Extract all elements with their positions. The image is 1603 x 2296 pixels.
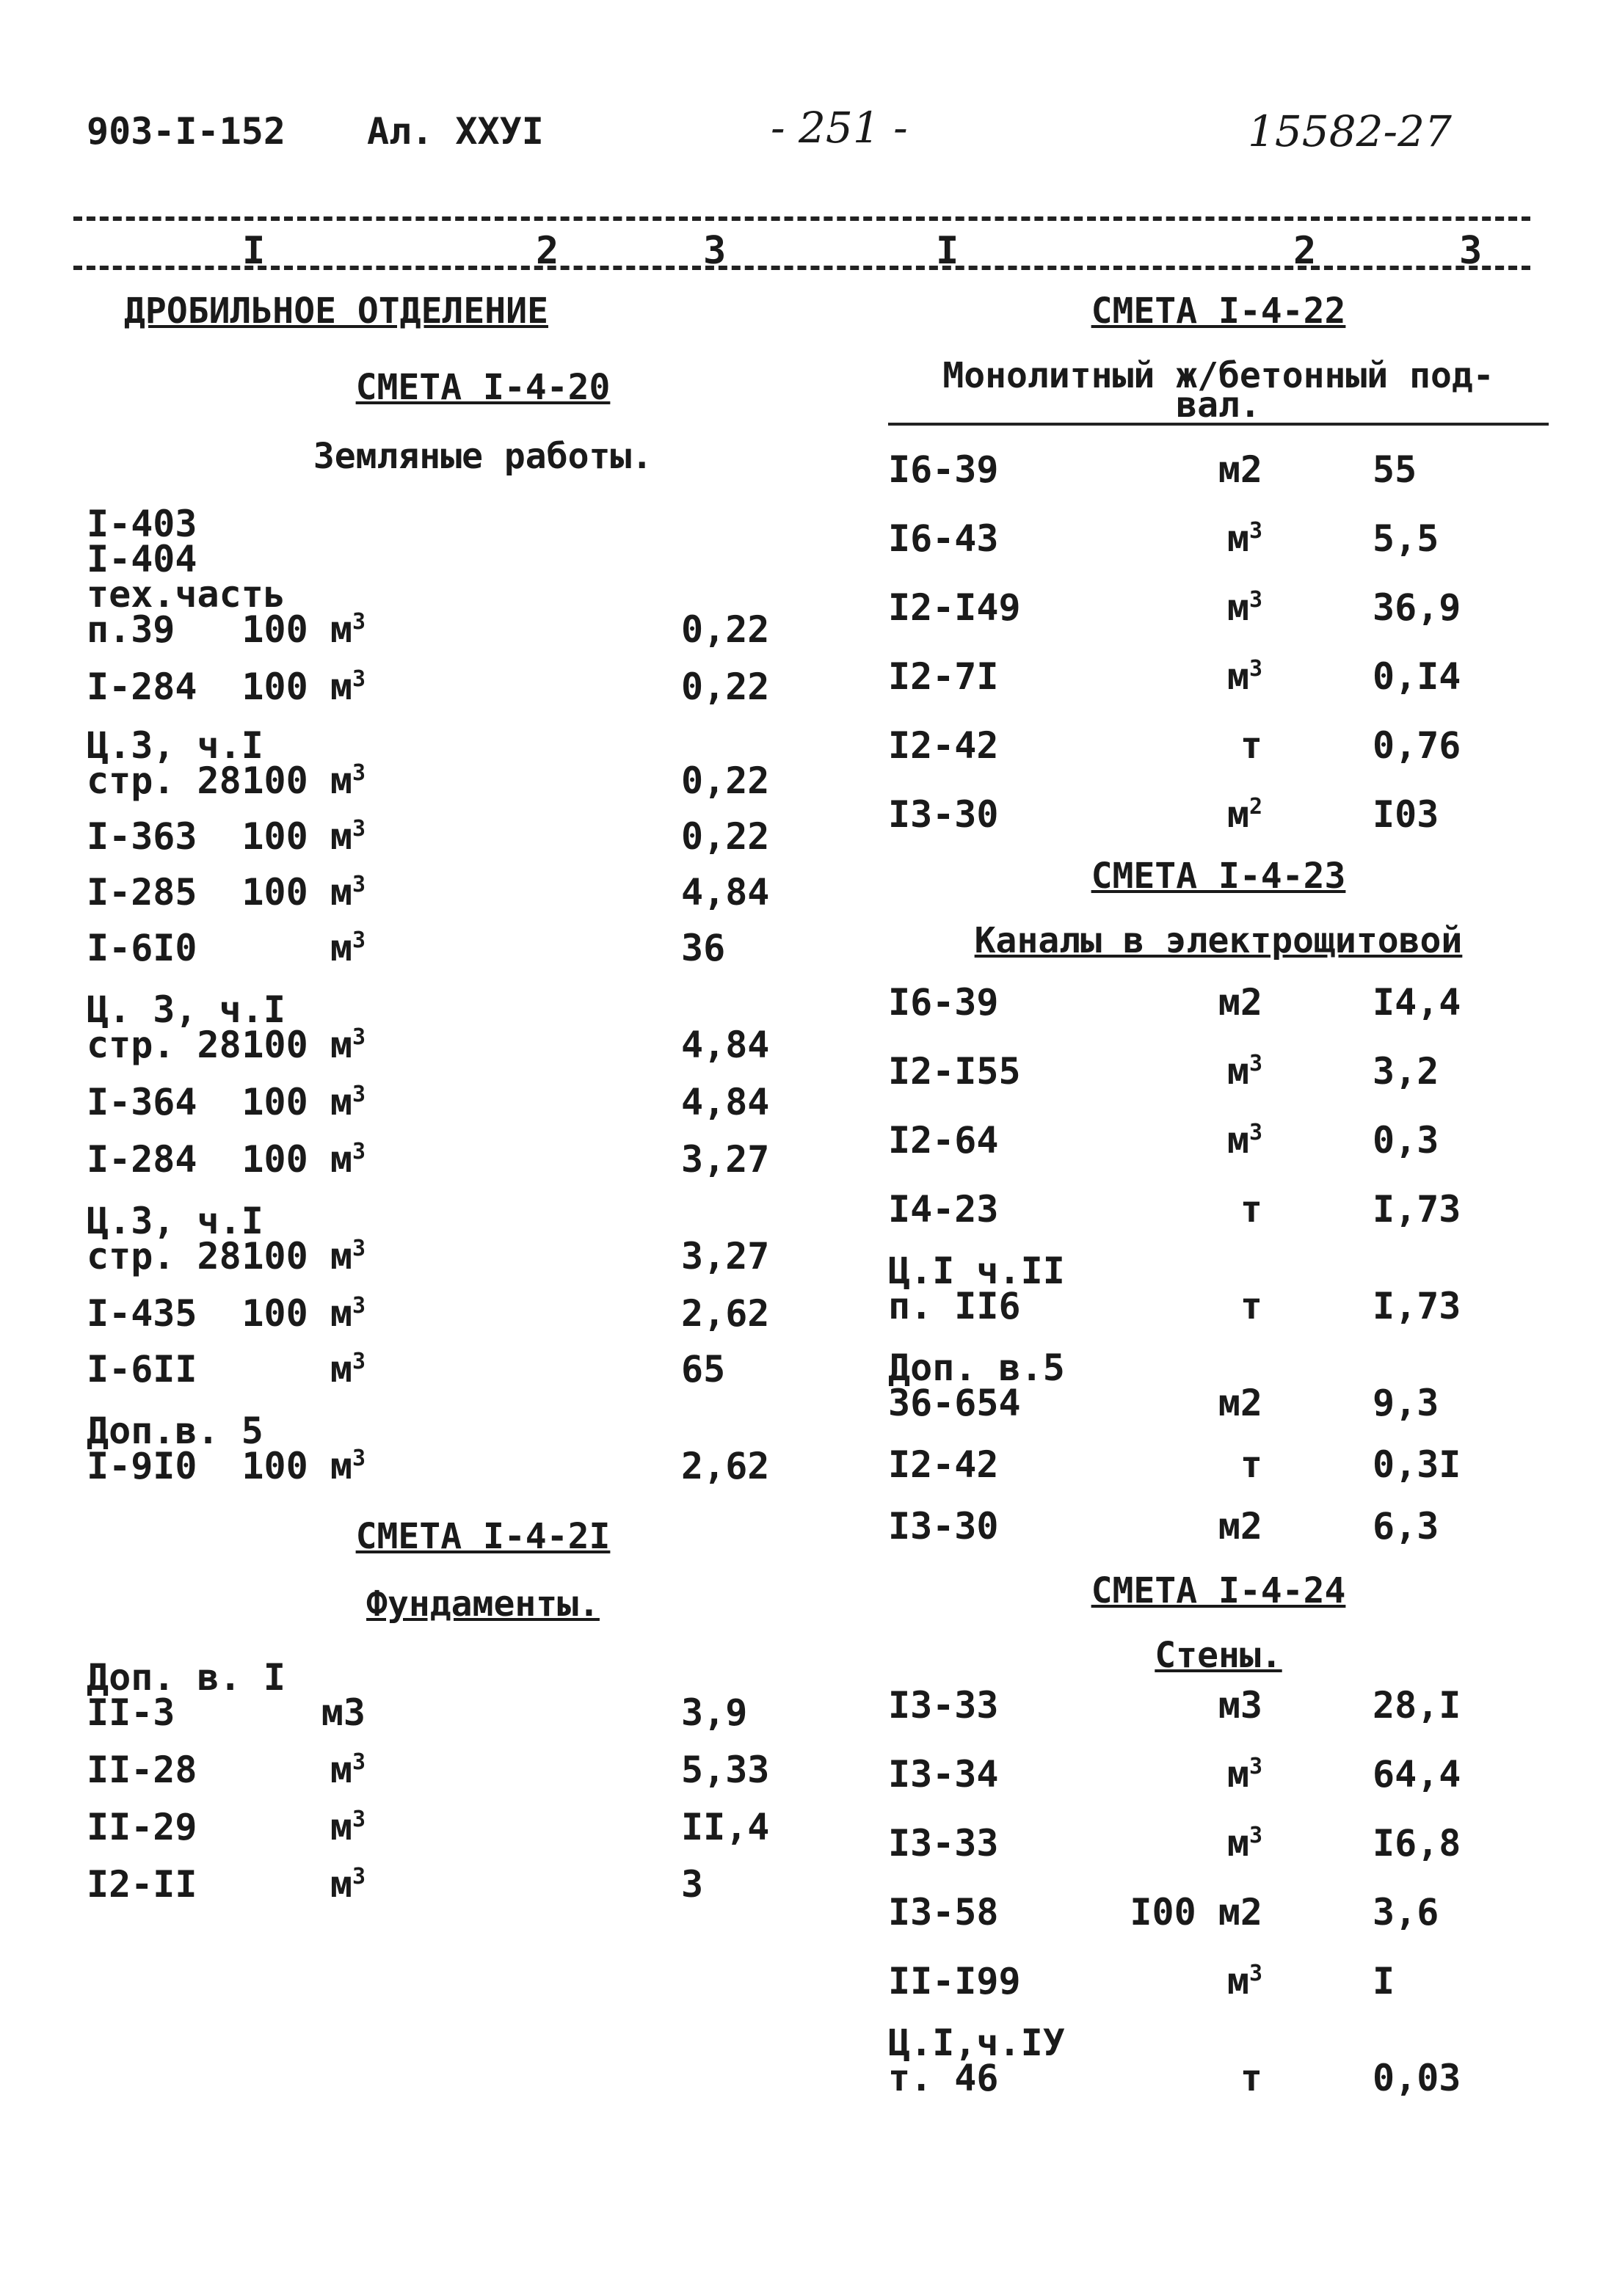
row-unit bbox=[1218, 448, 1262, 491]
row-unit-text: м bbox=[1226, 1119, 1249, 1162]
row-code bbox=[888, 448, 999, 491]
row-quantity: I4,4 bbox=[1373, 981, 1461, 1024]
estimate-row bbox=[87, 815, 791, 858]
row-unit-text: 100 м bbox=[241, 1024, 352, 1066]
row-unit bbox=[241, 1077, 366, 1123]
row-unit-exponent: 3 bbox=[352, 872, 366, 897]
row-quantity: 28,I bbox=[1373, 1684, 1461, 1727]
row-code bbox=[87, 1806, 197, 1848]
row-unit-exponent: 3 bbox=[352, 1864, 366, 1889]
sheet-code: 15582-27 bbox=[1248, 106, 1452, 156]
row-unit bbox=[321, 1691, 366, 1734]
row-code bbox=[888, 793, 999, 836]
column-number-5: 2 bbox=[1293, 229, 1317, 273]
row-unit-text: м2 bbox=[1218, 981, 1262, 1024]
row-code-line: Ц.3, ч.I bbox=[87, 1200, 263, 1242]
row-unit-text: м bbox=[330, 1806, 352, 1848]
row-unit bbox=[1226, 1956, 1262, 2002]
row-code-line: I-6I0 bbox=[87, 927, 197, 969]
row-code bbox=[87, 724, 263, 802]
row-code-line: I3-30 bbox=[888, 793, 999, 836]
row-quantity: 5,5 bbox=[1373, 517, 1439, 560]
row-unit-exponent: 3 bbox=[352, 1446, 366, 1471]
row-unit-text: 100 м bbox=[241, 815, 352, 858]
row-unit bbox=[330, 1859, 366, 1906]
estimate-title: СМЕТА I-4-2I bbox=[355, 1516, 611, 1557]
row-quantity: I bbox=[1373, 1960, 1395, 2002]
row-code-line: I2-II bbox=[87, 1863, 197, 1906]
row-unit-exponent: 3 bbox=[352, 1139, 366, 1165]
row-code-line: II-I99 bbox=[888, 1960, 1021, 2002]
row-code bbox=[888, 1188, 999, 1231]
row-unit-text: м bbox=[1226, 1753, 1249, 1796]
estimate-row bbox=[888, 1684, 1549, 1727]
row-unit bbox=[1130, 1891, 1262, 1934]
estimate-row bbox=[888, 448, 1549, 491]
estimate-row bbox=[87, 1806, 791, 1848]
row-code bbox=[888, 586, 1021, 629]
row-code bbox=[888, 1753, 999, 1796]
row-code-line: I3-33 bbox=[888, 1822, 999, 1865]
estimate-row bbox=[888, 1119, 1549, 1162]
row-quantity: 0,22 bbox=[681, 666, 770, 708]
column-number-1: I bbox=[242, 229, 266, 273]
row-unit-text: м3 bbox=[321, 1691, 366, 1734]
row-quantity: 4,84 bbox=[681, 1081, 770, 1123]
row-quantity: 3,27 bbox=[681, 1138, 770, 1181]
row-unit-exponent: 3 bbox=[1248, 1823, 1262, 1848]
row-unit bbox=[1218, 1382, 1262, 1424]
row-unit-exponent: 3 bbox=[352, 1349, 366, 1374]
estimate-row bbox=[87, 1863, 791, 1906]
row-unit-exponent: 3 bbox=[352, 1749, 366, 1775]
row-unit-text: 100 м bbox=[241, 608, 352, 651]
estimate-row bbox=[87, 871, 791, 914]
row-code-line: I-285 bbox=[87, 871, 197, 914]
row-unit-text: 100 м bbox=[241, 871, 352, 914]
row-unit-exponent: 3 bbox=[352, 816, 366, 842]
row-code bbox=[888, 1346, 1065, 1424]
row-code-line: Ц.3, ч.I bbox=[87, 724, 263, 767]
row-unit-text: т bbox=[1240, 1285, 1262, 1327]
row-unit-exponent: 2 bbox=[1248, 794, 1262, 820]
row-unit-exponent: 3 bbox=[352, 609, 366, 635]
row-unit-text: 100 м bbox=[241, 759, 352, 802]
row-quantity: I,73 bbox=[1373, 1285, 1461, 1327]
row-code bbox=[87, 1292, 197, 1335]
row-code-line: I-403 bbox=[87, 503, 197, 545]
row-code-line: I2-42 bbox=[888, 724, 999, 767]
estimate-title: СМЕТА I-4-24 bbox=[1091, 1570, 1346, 1611]
row-unit bbox=[241, 1231, 366, 1278]
row-unit bbox=[241, 867, 366, 914]
estimate-row bbox=[888, 586, 1549, 629]
row-unit bbox=[1226, 583, 1262, 629]
row-code-line: I3-33 bbox=[888, 1684, 999, 1727]
row-unit-exponent: 3 bbox=[352, 1082, 366, 1107]
row-code bbox=[888, 1250, 1065, 1327]
estimate-row bbox=[888, 981, 1549, 1024]
row-unit bbox=[241, 756, 366, 802]
column-number-3: 3 bbox=[703, 229, 727, 273]
estimate-row bbox=[87, 724, 791, 802]
row-code-line: I-364 bbox=[87, 1081, 197, 1123]
row-code bbox=[87, 1863, 197, 1906]
row-unit-text: м bbox=[330, 1348, 352, 1391]
row-unit bbox=[241, 1134, 366, 1181]
row-unit bbox=[1218, 1505, 1262, 1548]
row-code bbox=[888, 1960, 1021, 2002]
row-code-line: 36-654 bbox=[888, 1382, 1021, 1424]
row-quantity: II,4 bbox=[681, 1806, 770, 1848]
row-unit-exponent: 3 bbox=[1248, 1754, 1262, 1779]
row-unit-text: т bbox=[1240, 1188, 1262, 1231]
row-quantity: 65 bbox=[681, 1348, 726, 1391]
row-quantity: 4,84 bbox=[681, 1024, 770, 1066]
estimate-row bbox=[87, 927, 791, 969]
row-quantity: 55 bbox=[1373, 448, 1417, 491]
row-unit-exponent: 3 bbox=[1248, 1120, 1262, 1145]
row-unit bbox=[241, 662, 366, 708]
row-code-line: п.39 bbox=[87, 608, 175, 651]
row-quantity: 0,22 bbox=[681, 759, 770, 802]
row-unit bbox=[330, 1745, 366, 1791]
row-unit bbox=[1218, 1684, 1262, 1727]
row-code bbox=[87, 1081, 197, 1123]
column-number-2: 2 bbox=[536, 229, 559, 273]
row-unit-text: м bbox=[330, 927, 352, 969]
estimate-row bbox=[888, 2022, 1549, 2099]
row-unit-text: т bbox=[1240, 724, 1262, 767]
row-unit-text: м bbox=[1226, 586, 1249, 629]
left-column bbox=[87, 291, 791, 1906]
estimate-subtitle: Каналы в электрощитовой bbox=[974, 920, 1463, 961]
row-code bbox=[888, 1684, 999, 1727]
estimate-subtitle: Монолитный ж/бетонный под- вал. bbox=[888, 361, 1549, 426]
row-unit bbox=[241, 1020, 366, 1066]
row-code-line: I-6II bbox=[87, 1348, 197, 1391]
row-unit-exponent: 3 bbox=[352, 1807, 366, 1832]
row-quantity: 0,3 bbox=[1373, 1119, 1439, 1162]
estimate-subtitle: Фундаменты. bbox=[366, 1583, 600, 1625]
estimate-row bbox=[87, 988, 791, 1066]
row-code bbox=[87, 1200, 263, 1278]
estimate-row bbox=[888, 1822, 1549, 1865]
row-code-line: II-29 bbox=[87, 1806, 197, 1848]
row-unit-text: м2 bbox=[1218, 1505, 1262, 1548]
row-unit bbox=[1226, 652, 1262, 698]
row-unit-text: 100 м bbox=[241, 1445, 352, 1487]
row-quantity: 0,76 bbox=[1373, 724, 1461, 767]
row-unit-text: м bbox=[1226, 655, 1249, 698]
estimate-row bbox=[87, 1410, 791, 1487]
row-code-line: тех.часть bbox=[87, 573, 286, 616]
row-unit-exponent: 3 bbox=[352, 760, 366, 786]
estimate-row bbox=[888, 1188, 1549, 1231]
row-code-line: II-3 bbox=[87, 1691, 175, 1734]
row-quantity: 2,62 bbox=[681, 1292, 770, 1335]
row-code-line: т. 46 bbox=[888, 2057, 999, 2099]
row-unit bbox=[1226, 1046, 1262, 1093]
row-unit-text: м bbox=[330, 1863, 352, 1906]
row-quantity: 3,2 bbox=[1373, 1050, 1439, 1093]
row-unit-exponent: 3 bbox=[352, 1293, 366, 1319]
estimate-row bbox=[888, 655, 1549, 698]
row-code bbox=[888, 1119, 999, 1162]
estimate-row bbox=[888, 1753, 1549, 1796]
row-code-line: I3-58 bbox=[888, 1891, 999, 1934]
row-unit bbox=[1218, 981, 1262, 1024]
row-unit-exponent: 3 bbox=[1248, 1051, 1262, 1076]
row-unit-text: 100 м bbox=[241, 1292, 352, 1335]
column-number-4: I bbox=[936, 229, 959, 273]
estimate-row bbox=[888, 724, 1549, 767]
row-unit-text: м bbox=[1226, 517, 1249, 560]
row-code-line: п. II6 bbox=[888, 1285, 1021, 1327]
row-quantity: 4,84 bbox=[681, 871, 770, 914]
row-code bbox=[87, 1410, 263, 1487]
row-unit-text: 100 м bbox=[241, 1081, 352, 1123]
column-number-6: 3 bbox=[1459, 229, 1483, 273]
row-code-line: I6-39 bbox=[888, 981, 999, 1024]
row-unit-text: м bbox=[330, 1749, 352, 1791]
section-title: ДРОБИЛЬНОЕ ОТДЕЛЕНИЕ bbox=[124, 291, 548, 332]
row-unit bbox=[330, 1802, 366, 1848]
row-unit-text: т bbox=[1240, 2057, 1262, 2099]
row-quantity: I,73 bbox=[1373, 1188, 1461, 1231]
row-unit-exponent: 3 bbox=[1248, 587, 1262, 613]
row-code bbox=[888, 1050, 1021, 1093]
row-code-line: I2-64 bbox=[888, 1119, 999, 1162]
row-code-line: I-9I0 bbox=[87, 1445, 197, 1487]
row-code bbox=[87, 1348, 197, 1391]
row-unit bbox=[241, 1289, 366, 1335]
row-quantity: 64,4 bbox=[1373, 1753, 1461, 1796]
row-quantity: 36 bbox=[681, 927, 726, 969]
row-unit bbox=[241, 605, 366, 651]
row-unit bbox=[330, 923, 366, 969]
row-code bbox=[888, 981, 999, 1024]
row-unit-text: м bbox=[1226, 1822, 1249, 1865]
right-column bbox=[888, 291, 1549, 2099]
row-code bbox=[87, 1656, 286, 1734]
row-code-line: I2-42 bbox=[888, 1443, 999, 1486]
row-code bbox=[888, 1443, 999, 1486]
estimate-row bbox=[888, 1050, 1549, 1093]
row-unit-exponent: 3 bbox=[352, 927, 366, 953]
row-code bbox=[888, 1505, 999, 1548]
row-unit-text: 100 м bbox=[241, 666, 352, 708]
row-quantity: 3 bbox=[681, 1863, 704, 1906]
estimate-row bbox=[888, 1346, 1549, 1424]
estimate-row bbox=[888, 1960, 1549, 2002]
estimate-row bbox=[87, 1200, 791, 1278]
dashed-rule-top bbox=[73, 216, 1530, 221]
row-code bbox=[87, 1138, 197, 1181]
row-code-line: I-284 bbox=[87, 1138, 197, 1181]
estimate-row bbox=[888, 517, 1549, 560]
doc-number: 903-I-152 bbox=[87, 110, 286, 153]
row-unit-exponent: 3 bbox=[352, 666, 366, 692]
row-code bbox=[888, 517, 999, 560]
row-quantity: 3,6 bbox=[1373, 1891, 1439, 1934]
album-number: Ал. XXУI bbox=[367, 110, 544, 153]
row-quantity: 3,27 bbox=[681, 1235, 770, 1278]
row-unit-exponent: 3 bbox=[1248, 518, 1262, 544]
row-code-line: Доп.в. 5 bbox=[87, 1410, 263, 1452]
row-code-line: I6-43 bbox=[888, 517, 999, 560]
row-code bbox=[888, 655, 999, 698]
row-unit bbox=[1240, 2057, 1262, 2099]
estimate-row bbox=[87, 503, 791, 651]
row-unit-text: м bbox=[1226, 1960, 1249, 2002]
row-unit-text: м2 bbox=[1218, 448, 1262, 491]
row-unit-exponent: 3 bbox=[1248, 1961, 1262, 1986]
row-code bbox=[87, 927, 197, 969]
row-quantity: 3,9 bbox=[681, 1691, 748, 1734]
row-code bbox=[87, 815, 197, 858]
row-code bbox=[888, 1891, 999, 1934]
row-code-line: Ц. 3, ч.I bbox=[87, 988, 286, 1031]
row-code-line: II-28 bbox=[87, 1749, 197, 1791]
row-unit-exponent: 3 bbox=[352, 1236, 366, 1261]
row-code-line: I6-39 bbox=[888, 448, 999, 491]
estimate-row bbox=[87, 1348, 791, 1391]
row-unit-text: 100 м bbox=[241, 1235, 352, 1278]
row-code bbox=[888, 2022, 1065, 2099]
row-code-line: I2-I49 bbox=[888, 586, 1021, 629]
row-code-line: I3-30 bbox=[888, 1505, 999, 1548]
row-unit-exponent: 3 bbox=[1248, 656, 1262, 682]
estimate-title: СМЕТА I-4-22 bbox=[1091, 291, 1346, 332]
row-unit bbox=[1226, 514, 1262, 560]
row-unit bbox=[1226, 1115, 1262, 1162]
row-code-line: I-284 bbox=[87, 666, 197, 708]
row-unit-text: м2 bbox=[1218, 1382, 1262, 1424]
estimate-subtitle: Земляные работы. bbox=[313, 436, 653, 477]
row-code bbox=[87, 1749, 197, 1791]
estimate-row bbox=[87, 1749, 791, 1791]
estimate-row bbox=[888, 1505, 1549, 1548]
page-number: - 251 - bbox=[771, 103, 908, 153]
estimate-row bbox=[888, 1443, 1549, 1486]
row-unit bbox=[330, 1344, 366, 1391]
estimate-title: СМЕТА I-4-23 bbox=[1091, 856, 1346, 897]
row-code bbox=[87, 666, 197, 708]
row-unit-exponent: 3 bbox=[352, 1024, 366, 1050]
estimate-row bbox=[87, 1292, 791, 1335]
row-code-line: стр. 28 bbox=[87, 1024, 241, 1066]
estimate-row bbox=[87, 666, 791, 708]
row-code-line: I3-34 bbox=[888, 1753, 999, 1796]
row-code-line: I2-7I bbox=[888, 655, 999, 698]
estimate-subtitle: Стены. bbox=[1155, 1635, 1282, 1676]
row-quantity: 0,3I bbox=[1373, 1443, 1461, 1486]
row-unit-text: м3 bbox=[1218, 1684, 1262, 1727]
row-quantity: 9,3 bbox=[1373, 1382, 1439, 1424]
row-code-line: Доп. в.5 bbox=[888, 1346, 1065, 1389]
row-unit bbox=[1240, 724, 1262, 767]
row-unit-text: м bbox=[1226, 1050, 1249, 1093]
row-code-line: стр. 28 bbox=[87, 759, 241, 802]
estimate-row bbox=[888, 1891, 1549, 1934]
row-code-line: I-435 bbox=[87, 1292, 197, 1335]
row-quantity: 0,03 bbox=[1373, 2057, 1461, 2099]
row-quantity: 0,22 bbox=[681, 608, 770, 651]
estimate-row bbox=[888, 793, 1549, 836]
row-unit-text: м bbox=[1226, 793, 1249, 836]
row-code-line: стр. 28 bbox=[87, 1235, 241, 1278]
row-unit bbox=[1240, 1188, 1262, 1231]
row-unit bbox=[241, 812, 366, 858]
row-code-line: I-404 bbox=[87, 538, 197, 580]
estimate-row bbox=[888, 1250, 1549, 1327]
row-code-line: I-363 bbox=[87, 815, 197, 858]
row-code-line: Ц.I ч.II bbox=[888, 1250, 1065, 1292]
row-unit bbox=[1226, 1749, 1262, 1796]
row-code bbox=[87, 871, 197, 914]
row-code-line: I2-I55 bbox=[888, 1050, 1021, 1093]
row-quantity: 0,I4 bbox=[1373, 655, 1461, 698]
row-unit-text: 100 м bbox=[241, 1138, 352, 1181]
row-unit bbox=[1226, 790, 1262, 836]
row-quantity: 36,9 bbox=[1373, 586, 1461, 629]
row-quantity: 6,3 bbox=[1373, 1505, 1439, 1548]
row-quantity: 2,62 bbox=[681, 1445, 770, 1487]
row-code-line: Доп. в. I bbox=[87, 1656, 286, 1699]
row-code-line: Ц.I,ч.IУ bbox=[888, 2022, 1065, 2064]
row-code bbox=[888, 724, 999, 767]
estimate-title: СМЕТА I-4-20 bbox=[355, 367, 611, 408]
row-quantity: I6,8 bbox=[1373, 1822, 1461, 1865]
estimate-row bbox=[87, 1656, 791, 1734]
row-unit bbox=[1240, 1285, 1262, 1327]
row-code bbox=[888, 1822, 999, 1865]
estimate-row bbox=[87, 1138, 791, 1181]
row-quantity: 5,33 bbox=[681, 1749, 770, 1791]
estimate-row bbox=[87, 1081, 791, 1123]
row-unit bbox=[1240, 1443, 1262, 1486]
row-unit bbox=[241, 1441, 366, 1487]
row-code-line: I4-23 bbox=[888, 1188, 999, 1231]
row-unit-text: I00 м2 bbox=[1130, 1891, 1262, 1934]
row-unit bbox=[1226, 1818, 1262, 1865]
row-unit-text: т bbox=[1240, 1443, 1262, 1486]
row-quantity: I03 bbox=[1373, 793, 1439, 836]
row-quantity: 0,22 bbox=[681, 815, 770, 858]
